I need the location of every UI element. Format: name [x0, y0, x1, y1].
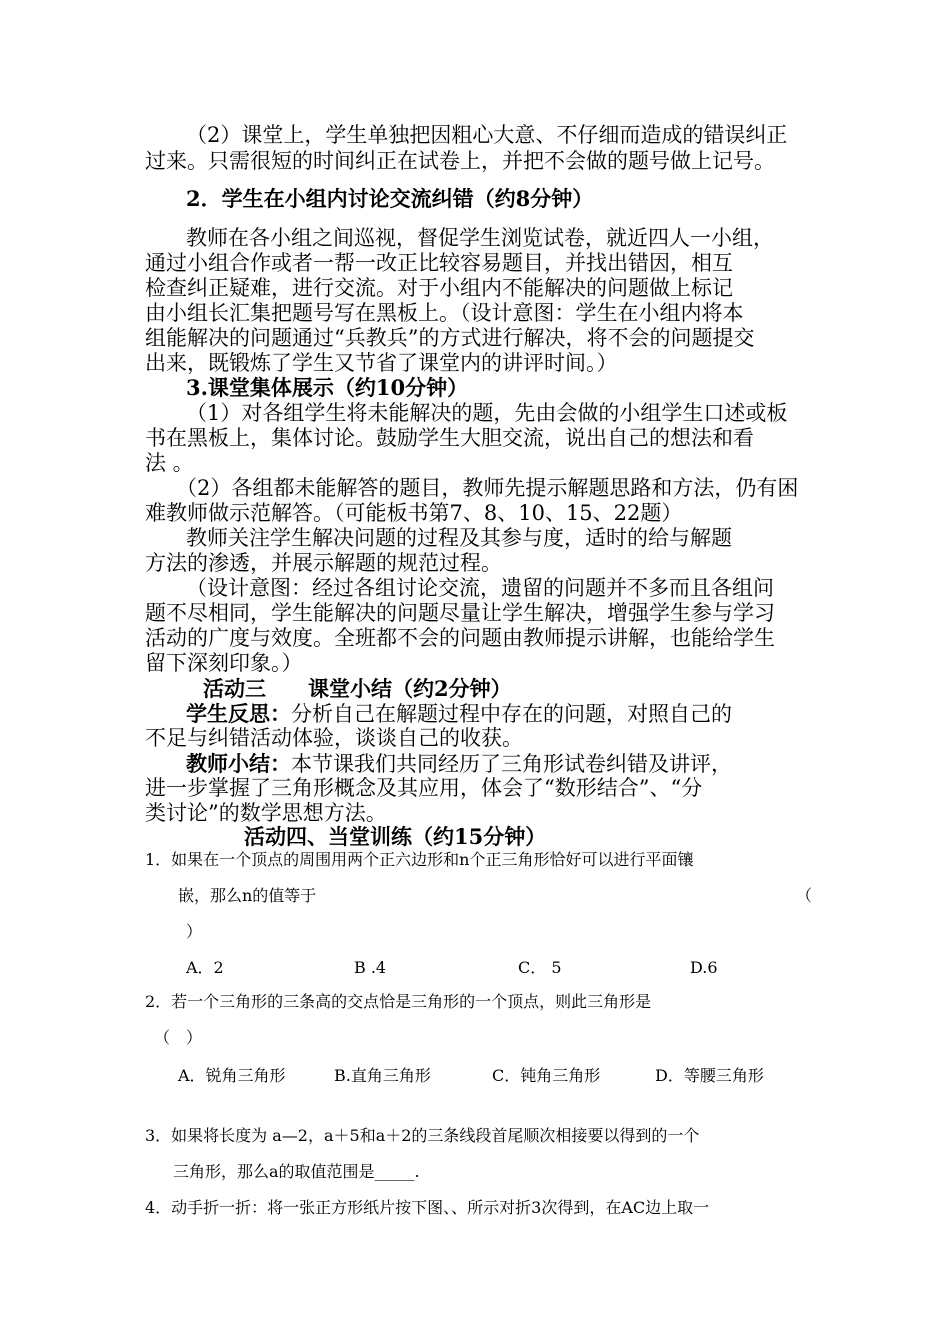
paragraph-line: 进一步掌握了三角形概念及其应用，体会了“数形结合”、“分 — [145, 776, 703, 800]
paragraph-line: 留下深刻印象。） — [145, 651, 303, 675]
exercise-question-1: 1．如果在一个顶点的周围用两个正六边形和n个正三角形恰好可以进行平面镶 — [145, 850, 694, 869]
answer-paren-open: （ — [796, 886, 813, 905]
paragraph-line: 出来，既锻炼了学生又节省了课堂内的讲评时间。） — [145, 351, 618, 375]
paragraph-line: 教师在各小组之间巡视，督促学生浏览试卷，就近四人一小组， — [186, 226, 774, 250]
paragraph-line: 检查纠正疑难，进行交流。对于小组内不能解决的问题做上标记 — [145, 276, 733, 300]
paragraph-line: （2）课堂上，学生单独把因粗心大意、不仔细而造成的错误纠正 — [186, 123, 788, 147]
option-c: C．钝角三角形 — [492, 1066, 601, 1085]
paragraph-line: 难教师做示范解答。（可能板书第7、8、10、15、22题） — [145, 501, 683, 525]
option-a: A．锐角三角形 — [178, 1066, 286, 1085]
exercise-question-3: 3．如果将长度为 a—2，a＋5和a＋2的三条线段首尾顺次相接要以得到的一个 — [145, 1126, 700, 1145]
paragraph-line: 由小组长汇集把题号写在黑板上。（设计意图：学生在小组内将本 — [145, 301, 744, 325]
exercise-question-2: 2．若一个三角形的三条高的交点恰是三角形的一个顶点，则此三角形是 — [145, 992, 652, 1011]
paragraph-line: （设计意图：经过各组讨论交流，遗留的问题并不多而且各组问 — [186, 576, 774, 600]
inline-label: 教师小结： — [186, 751, 291, 776]
paragraph-line: 过来。只需很短的时间纠正在试卷上，并把不会做的题号做上记号。 — [145, 149, 775, 173]
paragraph-line: 组能解决的问题通过“兵教兵”的方式进行解决，将不会的问题提交 — [145, 326, 755, 350]
paragraph-line: 通过小组合作或者一帮一改正比较容易题目，并找出错因，相互 — [145, 251, 733, 275]
paragraph-line: （2）各组都未能解答的题目，教师先提示解题思路和方法，仍有困 — [176, 476, 799, 500]
section-heading: 3.课堂集体展示（约10分钟） — [186, 375, 469, 400]
paragraph-line: 教师关注学生解决问题的过程及其参与度，适时的给与解题 — [186, 526, 732, 550]
option-b: B.直角三角形 — [334, 1066, 431, 1085]
paragraph-line — [186, 753, 732, 775]
answer-paren-close: ） — [186, 922, 203, 941]
paragraph-line: 活动的广度与效度。全班都不会的问题由教师提示讲解，也能给学生 — [145, 626, 775, 650]
paragraph-line: 法 。 — [145, 451, 194, 475]
activity-heading: 活动三 课堂小结（约2分钟） — [203, 676, 512, 701]
paragraph-line: 题不尽相同，学生能解决的问题尽量让学生解决，增强学生参与学习 — [145, 601, 775, 625]
exercise-question-4: 4．动手折一折：将一张正方形纸片按下图、、所示对折3次得到，在AC边上取一 — [145, 1198, 710, 1217]
exercise-line: 三角形，那么a的取值范围是_____. — [173, 1162, 420, 1181]
answer-paren: （ ） — [154, 1028, 203, 1047]
option-d: D．等腰三角形 — [655, 1066, 764, 1085]
paragraph-line: （1）对各组学生将未能解决的题，先由会做的小组学生口述或板 — [186, 401, 788, 425]
activity-heading: 活动四、当堂训练（约15分钟） — [244, 824, 547, 849]
option-c: C． 5 — [518, 958, 562, 977]
paragraph-line: 类讨论”的数学思想方法。 — [145, 801, 387, 825]
inline-text: 分析自己在解题过程中存在的问题，对照自己的 — [291, 702, 732, 726]
section-heading: 2．学生在小组内讨论交流纠错（约8分钟） — [186, 186, 594, 211]
inline-label: 学生反思： — [186, 701, 291, 726]
exercise-line: 嵌，那么n的值等于 — [178, 886, 317, 905]
option-b: B .4 — [354, 958, 387, 977]
option-d: D.6 — [690, 958, 718, 977]
inline-text: 本节课我们共同经历了三角形试卷纠错及讲评， — [291, 752, 732, 776]
paragraph-line: 方法的渗透，并展示解题的规范过程。 — [145, 551, 502, 575]
paragraph-line — [186, 703, 732, 725]
paragraph-line: 书在黑板上，集体讨论。鼓励学生大胆交流，说出自己的想法和看 — [145, 426, 754, 450]
paragraph-line: 不足与纠错活动体验，谈谈自己的收获。 — [145, 726, 523, 750]
option-a: A．2 — [186, 958, 224, 977]
